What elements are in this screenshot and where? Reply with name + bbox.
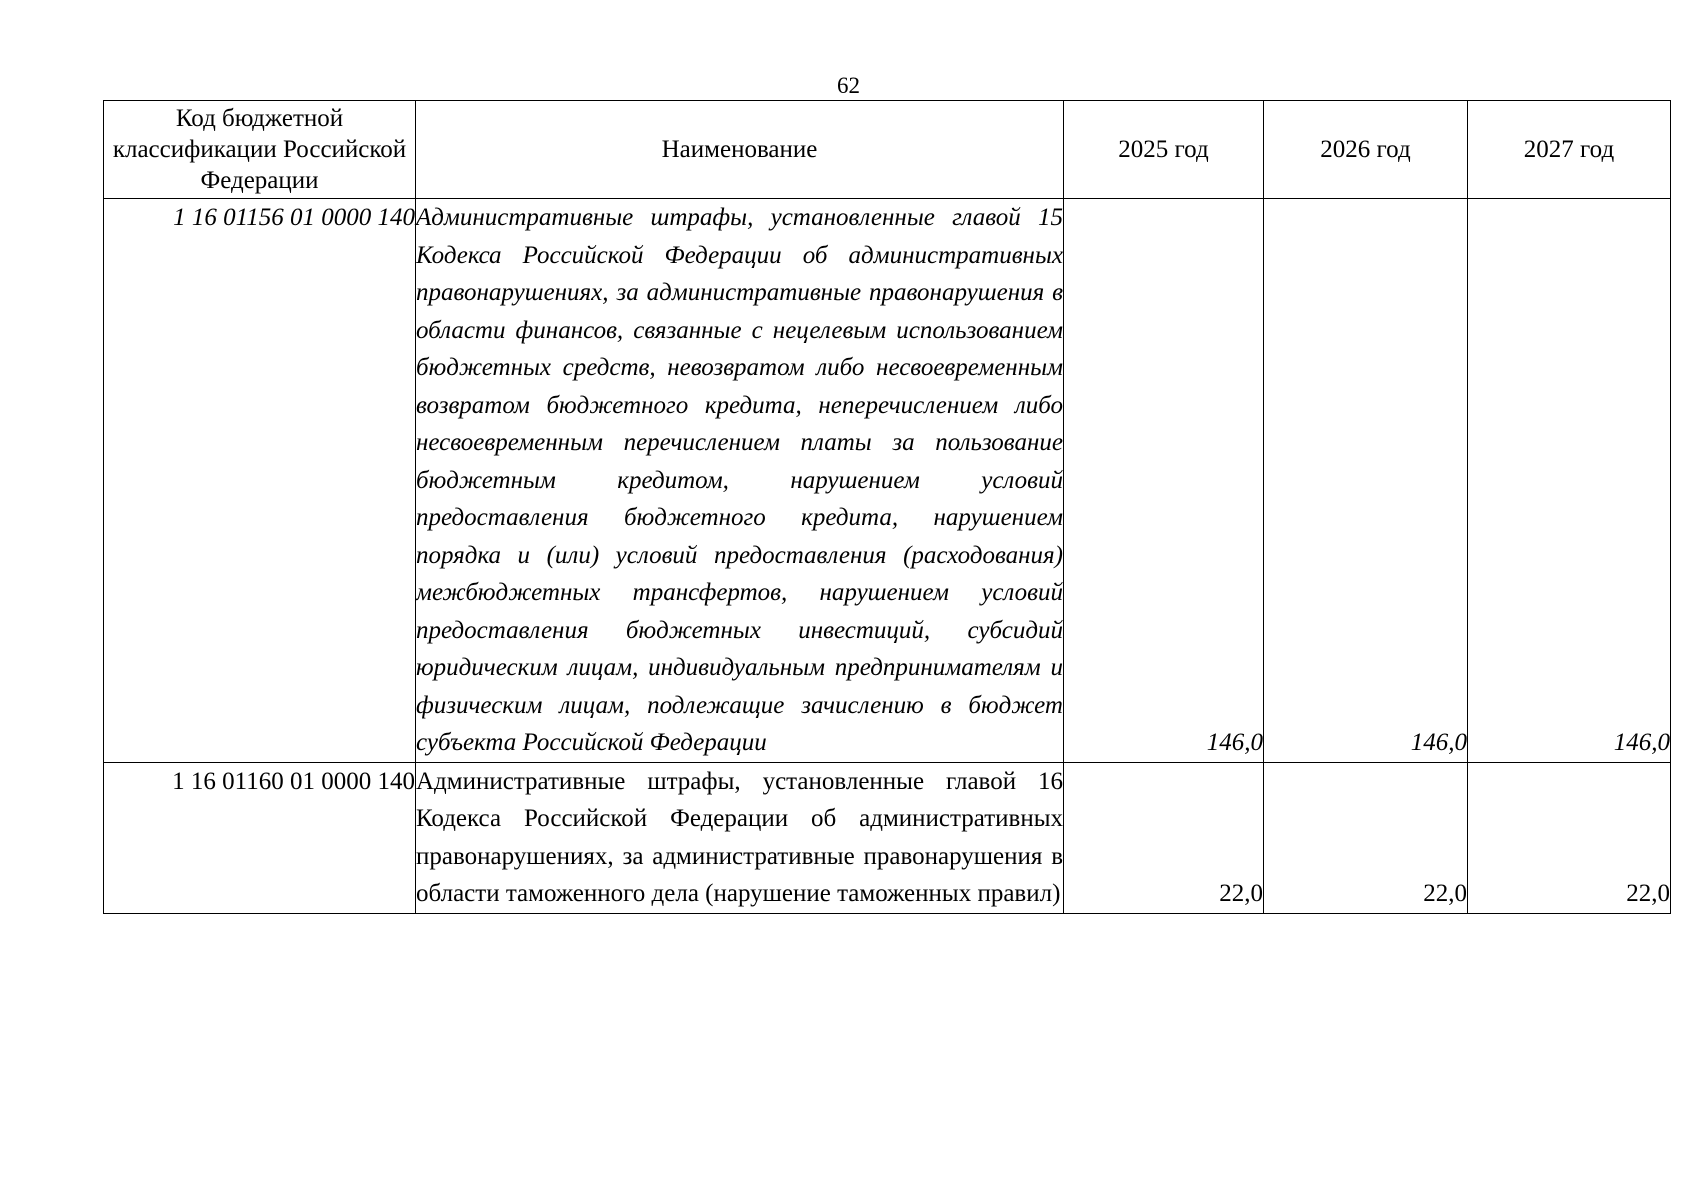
budget-code-cell: 1 16 01156 01 0000 140	[104, 199, 416, 763]
amount-2025-cell: 22,0	[1064, 762, 1264, 913]
header-name: Наименование	[416, 101, 1064, 199]
header-year-2027: 2027 год	[1468, 101, 1671, 199]
table-row	[104, 762, 1671, 913]
amount-2025-cell: 146,0	[1064, 199, 1264, 763]
header-year-2026: 2026 год	[1264, 101, 1468, 199]
amount-2027-cell: 146,0	[1468, 199, 1671, 763]
header-budget-code: Код бюджетной классификации Российской Федерации	[104, 101, 416, 199]
table-header-row	[104, 101, 1671, 199]
table-row	[104, 199, 1671, 763]
header-year-2025: 2025 год	[1064, 101, 1264, 199]
amount-2026-cell: 22,0	[1264, 762, 1468, 913]
budget-revenue-table	[103, 100, 1671, 914]
amount-2027-cell: 22,0	[1468, 762, 1671, 913]
budget-code-cell: 1 16 01160 01 0000 140	[104, 762, 416, 913]
name-cell: Административные штрафы, установленные главой 16 Кодекса Российской Федерации об административных правонарушениях, за административные правонарушения в области таможенного дела (нарушение таможенных правил)	[416, 762, 1064, 913]
name-cell: Административные штрафы, установленные главой 15 Кодекса Российской Федерации об административных правонарушениях, за административные правонарушения в области финансов, связанные с нецелевым использованием бюджетных средств, невозвратом либо несвоевременным возвратом бюджетного кредита, неперечислением либо несвоевременным перечислением платы за пользование бюджетным кредитом, нарушением условий предоставления бюджетного кредита, нарушением порядка и (или) условий предоставления (расходования) межбюджетных трансфертов, нарушением условий предоставления бюджетных инвестиций, субсидий юридическим лицам, индивидуальным предпринимателям и физическим лицам, подлежащие зачислению в бюджет субъекта Российской Федерации	[416, 199, 1064, 763]
page-number: 62	[837, 73, 860, 98]
amount-2026-cell: 146,0	[1264, 199, 1468, 763]
